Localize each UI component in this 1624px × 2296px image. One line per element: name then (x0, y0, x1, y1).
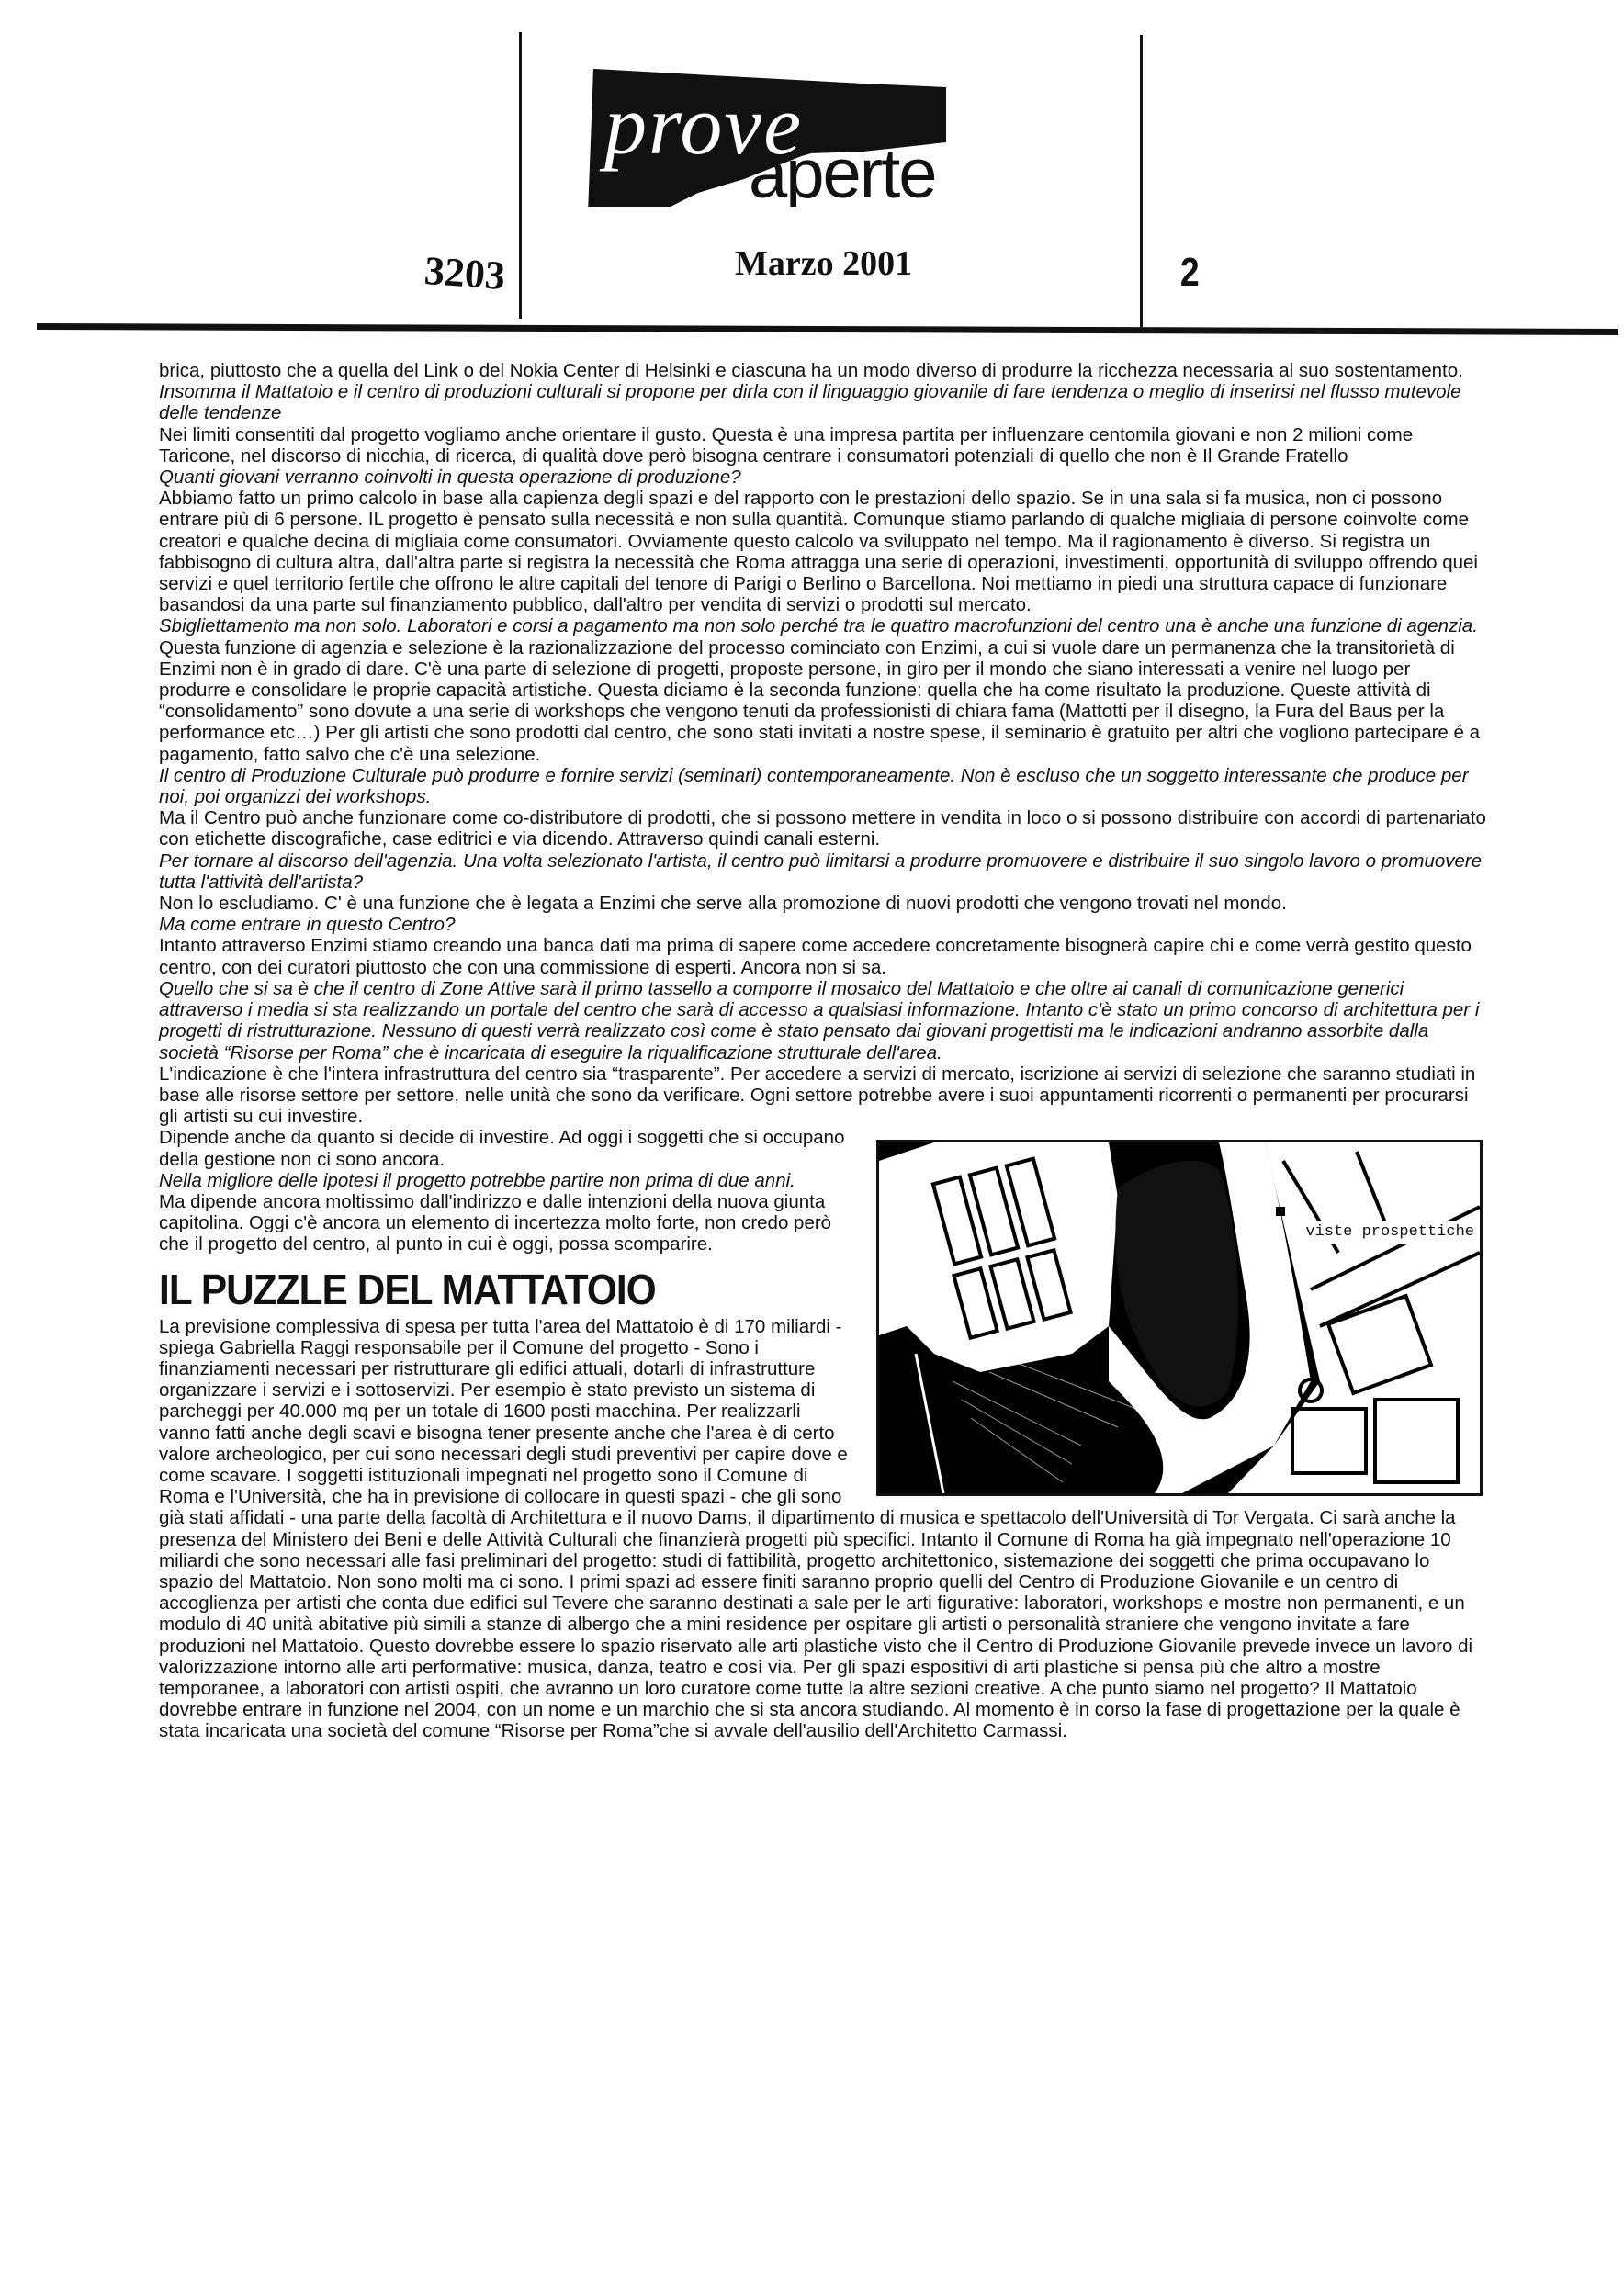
article-paragraph: Dipende anche da quanto si decide di investire. Ad oggi i soggetti che si occupano della gestione non ci sono ancora. (159, 1127, 845, 1170)
article-paragraph: Non lo escludiamo. C' è una funzione che è legata a Enzimi che serve alla promozione di nuovi prodotti che vengono trovati nel mondo. (159, 893, 1287, 915)
interview-question: Ma come entrare in questo Centro? (159, 914, 456, 936)
interview-question: Nella migliore delle ipotesi il progetto potrebbe partire non prima di due anni. (159, 1169, 795, 1191)
interview-question: Quello che si sa è che il centro di Zone Attive sarà il primo tassello a comporre il mosaico del Mattatoio e che oltre ai canali di comunicazione generici attraverso i media si sta realizzando un portale del centro che sarà di accesso a qualsiasi informazione. Intanto c'è stato un primo concorso di architettura per i progetti di ristrutturazione. Nessuno di questi verrà realizzato così come è stato pensato dai giovani progettisti ma le indicazioni andranno assorbite dalla società “Risorse per Roma” che è incaricata di eseguire la riqualificazione strutturale dell'area. (159, 977, 1480, 1064)
map-legend-label: viste prospettiche (1303, 1221, 1476, 1243)
article-paragraph: Abbiamo fatto un primo calcolo in base alla capienza degli spazi e del rapporto con le prestazioni dello spazio. Se in una sala si fa musica, non ci possono entrare più di 6 persone. IL progetto è pensato sulla necessità e non sulla quantità. Comunque stiamo parlando di qualche migliaia di persone coinvolte come creatori e qualche decina di migliaia come consumatori. Ovviamente questo calcolo va sviluppato nel tempo. Ma il ragionamento è diverso. Si registra un fabbisogno di cultura altra, dall'altra parte si registra la necessità che Roma attragga una serie di operazioni, investimenti, opportunità di sviluppo offrendo quei servizi e quel territorio fertile che offrono le altre capitali del tenore di Parigi o Berlino o Barcellona. Noi mettiamo in piedi una struttura capace di funzionare basandosi da una parte sul finanziamento pubblico, dall'altro per vendita di servizi o prodotti sul mercato. (159, 488, 1478, 616)
svg-text:prove: prove (604, 78, 804, 172)
header-rule (37, 323, 1618, 335)
masthead-logo (588, 51, 1029, 207)
article-paragraph: Ma dipende ancora moltissimo dall'indirizzo e dalle intenzioni della nuova giunta capitolina. Oggi c'è ancora un elemento di incertezza molto forte, non credo però che il progetto del centro, al punto in cui è oggi, possa scomparire. (159, 1190, 832, 1255)
article-body (159, 360, 1486, 1742)
page-number: 2 (1179, 250, 1200, 295)
site-map-image (876, 1140, 1483, 1496)
issue-date: Marzo 2001 (735, 244, 913, 283)
header-divider-right (1140, 35, 1143, 327)
interview-question: Quanti giovani verranno coinvolti in questa operazione di produzione? (159, 467, 741, 489)
svg-text:aperte: aperte (749, 135, 936, 207)
section-paragraph: La previsione complessiva di spesa per tutta l'area del Mattatoio è di 170 miliardi - spiega Gabriella Raggi responsabile per il Comune del progetto - Sono i finanziamenti necessari per ristrutturare gli edifici attuali, dotarli di infrastrutture organizzare i servizi e i sottoservizi. Per esempio è stato previsto un sistema di parcheggi per 40.000 mq per un totale di 1600 posti macchina. Per realizzarli vanno fatti anche degli scavi e bisogna tener presente anche che l'area è di certo valore archeologico, per cui sono necessari degli studi preventivi per capire dove e come scavare. I soggetti istituzionali impegnati nel progetto sono il Comune di Roma e l'Università, che ha in previsione di collocare in questi spazi - che gli sono già stati affidati - una parte della facoltà di Architettura e il nuovo Dams, il dipartimento di musica e spettacolo dell'Università di Tor Vergata. Ci sarà anche la presenza del Ministero dei Beni e delle Attività Culturali che finanzierà progetti più specifici. Intanto il Comune di Roma ha già impegnato nell'operazione 10 miliardi che sono necessari alle fasi preliminari del progetto: studi di fattibilità, progetto architettonico, sistemazione dei soggetti che prima occupavano lo spazio del Mattatoio. Non sono molti ma ci sono. I primi spazi ad essere finiti saranno proprio quelli del Centro di Produzione Giovanile e un centro di accoglienza per artisti che conta due edifici sul Tevere che saranno destinati a sale per le arti figurative: laboratori, workshops e mostre non permanenti, e un modulo di 40 unità abitative più simili a stanze di albergo che a mini residence per ospitare gli artisti o personalità straniere che vengono invitate a fare produzioni nel Mattatoio. Questo dovrebbe essere lo spazio riservato alle arti plastiche visto che il Centro di Produzione Giovanile prevede invece un lavoro di valorizzazione intorno alle arti performative: musica, danza, teatro e così via. Per gli spazi espositivi di arti plastiche si pensa più che altro a mostre temporanee, a laboratori con artisti ospiti, che avranno un loro curatore come tutte la altre sezioni creative. A che punto siamo nel progetto? Il Mattatoio dovrebbe entrare in funzione nel 2004, con un nome e un marchio che si sta ancora studiando. Al momento è in corso la fase di progettazione per la quale è stata incaricata una società del comune “Risorse per Roma”che si avvale dell'ausilio dell'Architetto Carmassi. (159, 1315, 1473, 1742)
article-paragraph: brica, piuttosto che a quella del Link o del Nokia Center di Helsinki e ciascuna ha un modo diverso di produrre la ricchezza necessaria al suo sostentamento. (159, 360, 1463, 381)
article-paragraph: L'indicazione è che l'intera infrastruttura del centro sia “trasparente”. Per accedere a servizi di mercato, iscrizione ai servizi di selezione che saranno studiati in base alle risorse settore per settore, nelle unità che sono da verificare. Ogni settore potrebbe avere i suoi appuntamenti ricorrenti o permanenti per procurarsi gli artisti su cui investire. (159, 1063, 1476, 1128)
section-title: IL PUZZLE DEL MATTATOIO (159, 1265, 656, 1313)
interview-question: Insomma il Mattatoio e il centro di produzioni culturali si propone per dirla con il linguaggio giovanile di fare tendenza o meglio di inserirsi nel flusso mutevole delle tendenze (159, 381, 1461, 424)
article-paragraph: Nei limiti consentiti dal progetto vogliamo anche orientare il gusto. Questa è una impresa partita per influenzare centomila giovani e non 2 milioni come Taricone, nel discorso di nicchia, di ricerca, di qualità dove però bisogna centrare i consumatori potenziali di quello che non è Il Grande Fratello (159, 423, 1414, 467)
interview-question: Il centro di Produzione Culturale può produrre e fornire servizi (seminari) contemporaneamente. Non è escluso che un soggetto interessante che produce per noi, poi organizzi dei workshops. (159, 764, 1469, 808)
header-divider-left (519, 32, 522, 319)
article-paragraph: Questa funzione di agenzia e selezione è la razionalizzazione del processo cominciato con Enzimi, a cui si vuole dare un permanenza che la transitorietà di Enzimi non è in grado di dare. C'è una parte di selezione di progetti, proposte persone, in giro per il mondo che siano interessati a venire nel luogo per produrre e consolidare le proprie capacità artistiche. Questa diciamo è la seconda funzione: quella che ha come risultato la produzione. Queste attività di “consolidamento” sono dovute a una serie di workshops che vengono tenuti da professionisti di chiara fama (Mattotti per il disegno, la Fura del Baus per la performance etc…) Per gli artisti che sono prodotti dal centro, che sono stati invitati a nostre spese, il seminario è gratuito per altri che vogliono partecipare é a pagamento, fatto salvo che c'è una selezione. (159, 636, 1481, 765)
interview-question: Sbigliettamento ma non solo. Laboratori e corsi a pagamento ma non solo perché tra le quattro macrofunzioni del centro una è anche una funzione di agenzia. (159, 615, 1478, 637)
article-paragraph: Intanto attraverso Enzimi stiamo creando una banca dati ma prima di sapere come accedere concretamente bisognerà capire chi e come verrà gestito questo centro, con dei curatori piuttosto che con una commissione di esperti. Ancora non si sa. (159, 935, 1472, 978)
archive-number: 3203 (423, 247, 507, 299)
interview-question: Per tornare al discorso dell'agenzia. Una volta selezionato l'artista, il centro può limitarsi a produrre promuovere e distribuire il suo singolo lavoro o promuovere tutta l'attività dell'artista? (159, 850, 1483, 893)
article-paragraph: Ma il Centro può anche funzionare come co-distributore di prodotti, che si possono mettere in vendita in loco o si possono distribuire con accordi di partenariato con etichette discografiche, case editrici e via dicendo. Attraverso quindi canali esterni. (159, 807, 1486, 850)
